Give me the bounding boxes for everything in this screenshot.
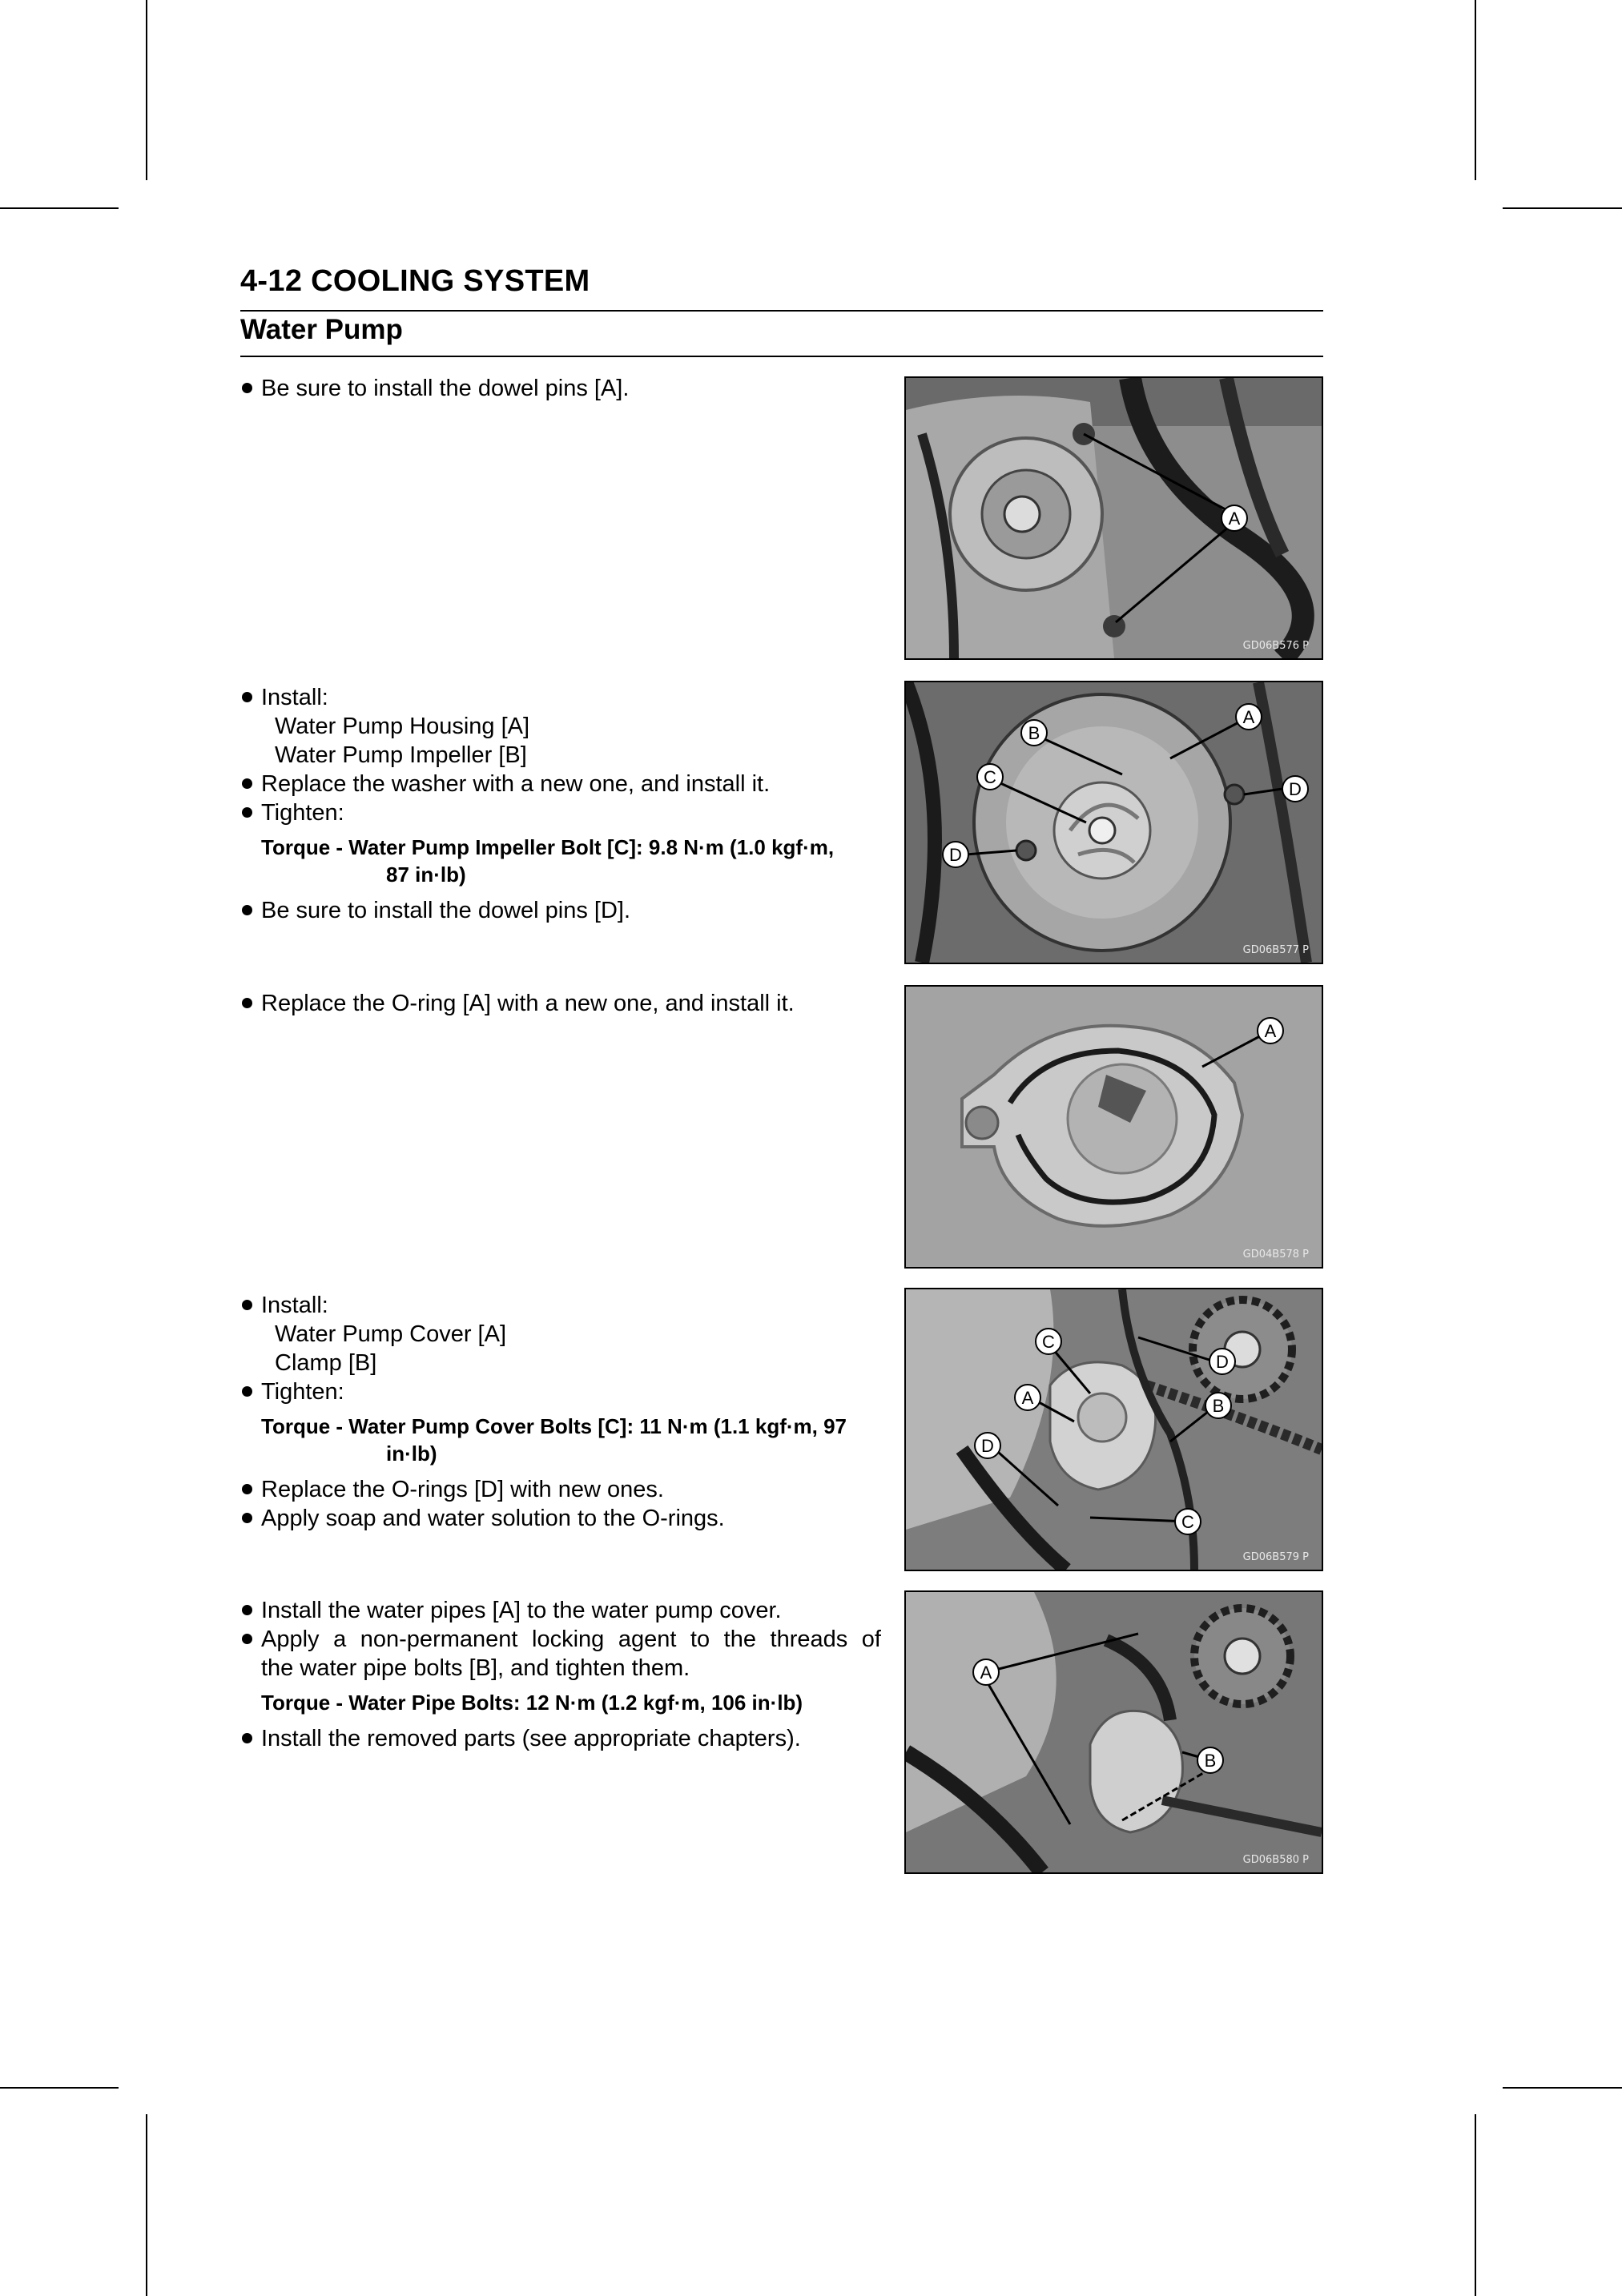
photo-code: GD06B577 P <box>1242 944 1309 956</box>
photo-code: GD04B578 P <box>1242 1249 1309 1261</box>
callout-label: B <box>1204 1751 1217 1771</box>
crop-mark <box>0 207 119 209</box>
bullet-icon <box>242 692 252 702</box>
bullet-icon <box>242 1605 252 1615</box>
callout-label: A <box>980 1663 992 1683</box>
callout-label: B <box>1028 723 1040 743</box>
bullet-icon <box>242 778 252 789</box>
step-1-photo <box>904 376 1323 660</box>
page-title: 4-12 COOLING SYSTEM <box>240 264 590 298</box>
callout-label: C <box>984 767 996 787</box>
bullet-item: Tighten: <box>240 798 881 827</box>
callout-label: C <box>1181 1512 1194 1532</box>
callout-label: A <box>1242 707 1255 727</box>
torque-spec: Torque - Water Pump Impeller Bolt [C]: 9.8 N·m (1.0 kgf·m, 87 in·lb) <box>261 835 835 887</box>
callout-label: D <box>1216 1352 1229 1372</box>
install-item: Clamp [B] <box>275 1350 377 1376</box>
bullet-item: Replace the washer with a new one, and install it. <box>240 770 881 798</box>
bullet-item: Tighten: <box>240 1377 881 1406</box>
bullet-item: Apply a non-permanent locking agent to the threads of the water pipe bolts [B], and tighten them. <box>240 1625 881 1683</box>
bullet-item: Install the removed parts (see appropriate chapters). <box>240 1724 881 1753</box>
crop-mark <box>1503 207 1622 209</box>
callout-label: C <box>1042 1332 1055 1352</box>
step-2-photo <box>904 681 1323 964</box>
bullet-item: Be sure to install the dowel pins [D]. <box>240 896 881 925</box>
bullet-item: Replace the O-rings [D] with new ones. <box>240 1475 881 1504</box>
bullet-icon <box>242 1513 252 1523</box>
install-item: Water Pump Housing [A] <box>275 714 530 739</box>
step-3-text <box>240 989 881 1018</box>
bullet-icon <box>242 905 252 915</box>
torque-spec: Torque - Water Pipe Bolts: 12 N·m (1.2 kgf·m, 106 in·lb) <box>261 1691 803 1715</box>
callout-label: A <box>1021 1388 1034 1408</box>
photo-code: GD06B579 P <box>1242 1551 1309 1563</box>
crop-mark <box>1503 2087 1622 2089</box>
photo-code: GD06B576 P <box>1242 640 1309 652</box>
bullet-item: Be sure to install the dowel pins [A]. <box>240 374 881 403</box>
bullet-icon <box>242 1634 252 1644</box>
bullet-item: Apply soap and water solution to the O-rings. <box>240 1504 881 1533</box>
step-3-photo <box>904 985 1323 1269</box>
bullet-icon <box>242 383 252 393</box>
bullet-icon <box>242 1484 252 1494</box>
step-4-photo <box>904 1288 1323 1571</box>
crop-mark <box>146 0 147 180</box>
callout-label: D <box>949 845 962 865</box>
bullet-item: Install: <box>240 1291 881 1320</box>
callout-label: D <box>1289 779 1302 799</box>
callout-label: D <box>981 1436 994 1456</box>
bullet-item: Replace the O-ring [A] with a new one, and install it. <box>240 989 881 1018</box>
bullet-icon <box>242 807 252 818</box>
callout-label: A <box>1228 509 1241 529</box>
callout-label: B <box>1212 1396 1225 1416</box>
bullet-icon <box>242 1386 252 1397</box>
section-title: Water Pump <box>240 314 403 345</box>
torque-spec: Torque - Water Pump Cover Bolts [C]: 11 N·m (1.1 kgf·m, 97 in·lb) <box>261 1414 847 1466</box>
step-1-text <box>240 374 881 403</box>
photo-code: GD06B580 P <box>1242 1854 1309 1866</box>
crop-mark <box>0 2087 119 2089</box>
step-5-photo <box>904 1590 1323 1874</box>
step-5-text <box>240 1596 881 1753</box>
callout-label: A <box>1264 1021 1277 1041</box>
bullet-icon <box>242 1300 252 1310</box>
bullet-icon <box>242 1733 252 1743</box>
bullet-item: Install the water pipes [A] to the water pump cover. <box>240 1596 881 1625</box>
section-rule <box>240 356 1323 357</box>
install-item: Water Pump Cover [A] <box>275 1321 507 1347</box>
bullet-icon <box>242 998 252 1008</box>
bullet-item: Install: <box>240 683 881 712</box>
step-2-text <box>240 683 881 925</box>
header-rule <box>240 310 1323 312</box>
install-item: Water Pump Impeller [B] <box>275 742 527 768</box>
step-4-text <box>240 1291 881 1533</box>
crop-mark <box>1475 2114 1476 2296</box>
crop-mark <box>146 2114 147 2296</box>
crop-mark <box>1475 0 1476 180</box>
